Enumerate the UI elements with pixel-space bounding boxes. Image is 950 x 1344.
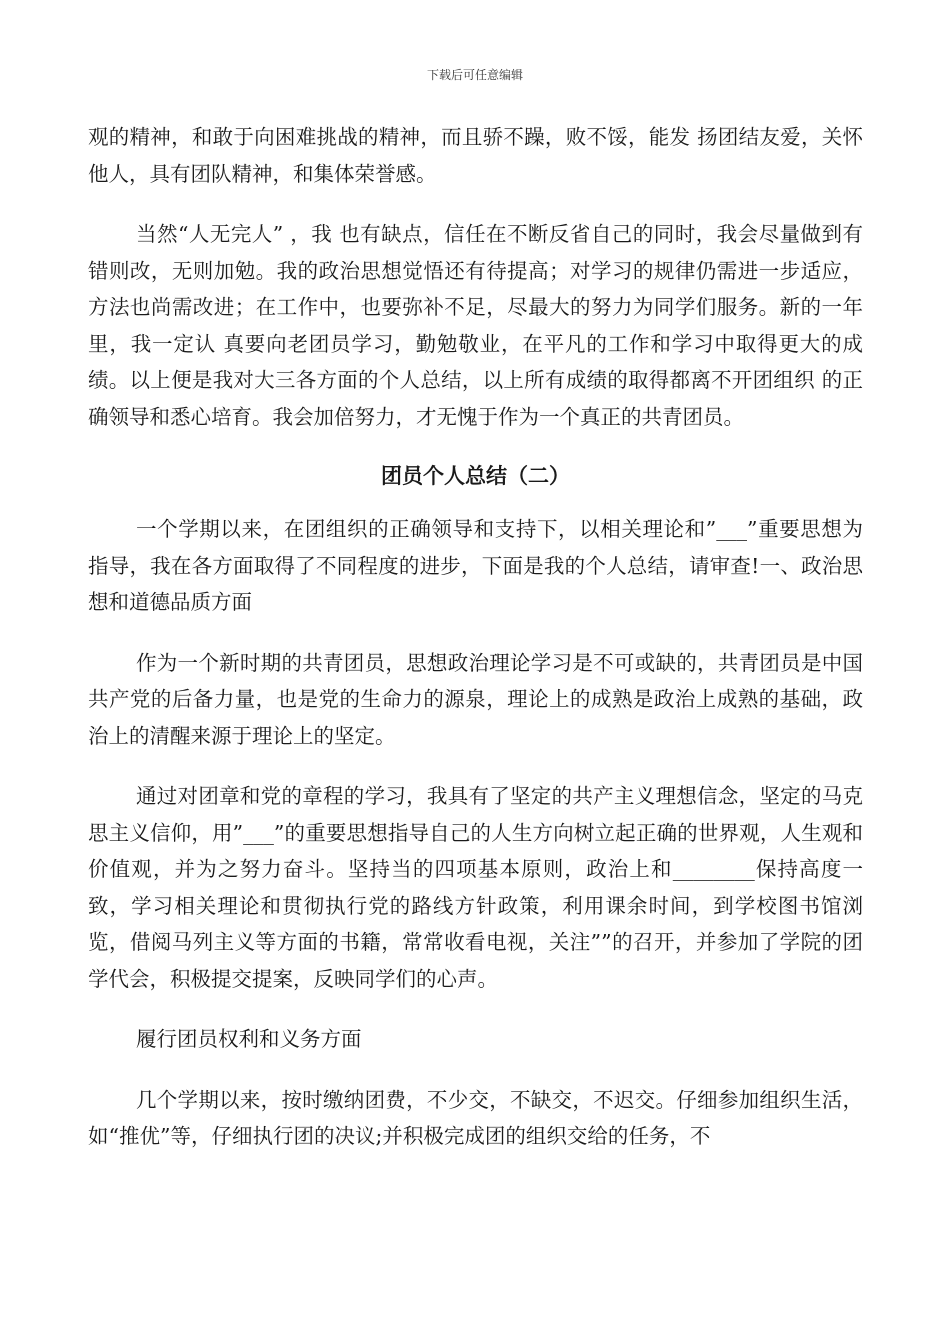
- paragraph: 几个学期以来，按时缴纳团费，不少交，不缺交，不迟交。仔细参加组织生活，如“推优”等，仔细执行团的决议;并积极完成团的组织交给的任务，不: [88, 1087, 863, 1148]
- subsection-heading: 履行团员权利和义务方面: [136, 1027, 362, 1051]
- section-title: 团员个人总结（二）: [381, 464, 570, 488]
- paragraph: 作为一个新时期的共青团员，思想政治理论学习是不可或缺的，共青团员是中国共产党的后备力量，也是党的生命力的源泉，理论上的成熟是政治上成熟的基础，政治上的清醒来源于理论上的坚定。: [88, 650, 863, 748]
- document-body: [88, 119, 863, 1179]
- paragraph: 一个学期以来，在团组织的正确领导和支持下，以相关理论和”___”重要思想为指导，我在各方面取得了不同程度的进步，下面是我的个人总结，请审查!一、政治思想和道德品质方面: [88, 517, 863, 614]
- paragraph: 通过对团章和党的章程的学习，我具有了坚定的共产主义理想信念，坚定的马克思主义信仰，用”___”的重要思想指导自己的人生方向树立起正确的世界观，人生观和价值观，并为之努力奋斗。坚持当的四项基本原则，政治上和________保持高度一致，学习相关理论和贯彻执行党的路线方针政策，利用课余时间，到学校图书馆浏览，借阅马列主义等方面的书籍，常常收看电视，关注””的召开，并参加了学院的团学代会，积极提交提案，反映同学们的心声。: [88, 784, 863, 991]
- paragraph: 观的精神，和敢于向困难挑战的精神，而且骄不躁，败不馁，能发 扬团结友爱，关怀他人，具有团队精神，和集体荣誉感。: [88, 125, 863, 186]
- paragraph: 当然“人无完人” ，我 也有缺点，信任在不断反省自己的同时，我会尽量做到有错则改，无则加勉。我的政治思想觉悟还有待提高；对学习的规律仍需进一步适应， 方法也尚需改进；在工作中，也要弥补不足，尽最大的努力为同学们服务。新的一年里，我一定认 真要向老团员学习，勤勉敬业，在平凡的工作和学习中取得更大的成绩。以上便是我对大三各方面的个人总结，以上所有成绩的取得都离不开团组织 的正确领导和悉心培育。我会加倍努力，才无愧于作为一个真正的共青团员。: [88, 222, 863, 429]
- header-note: 下载后可任意编辑: [426, 68, 523, 82]
